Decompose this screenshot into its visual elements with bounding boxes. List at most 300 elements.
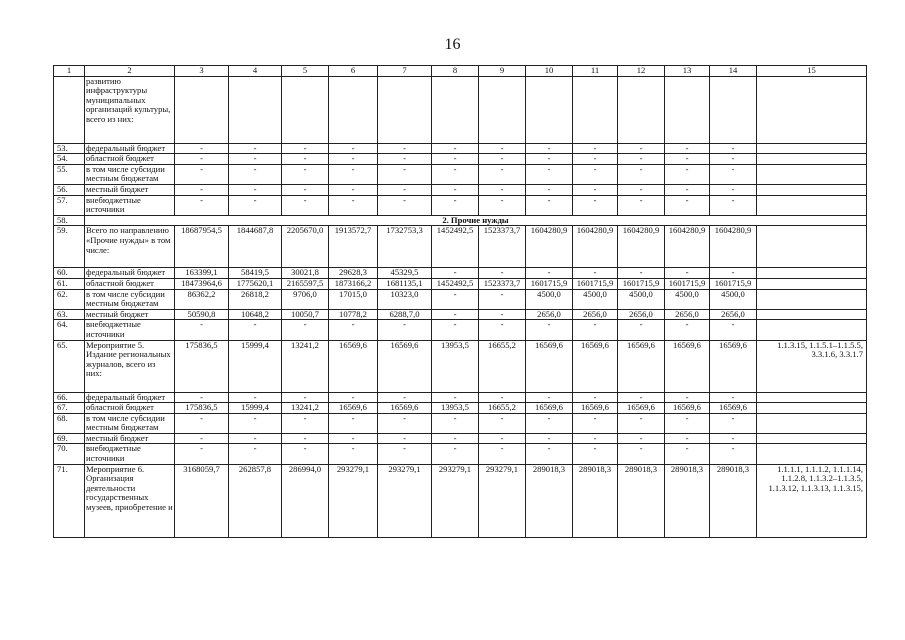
value-cell: 2656,0 <box>710 309 757 320</box>
value-cell: 16569,6 <box>329 403 378 414</box>
column-header: 10 <box>526 66 573 77</box>
value-cell: - <box>665 433 710 444</box>
value-cell: - <box>710 320 757 340</box>
value-cell: 1775620,1 <box>229 278 282 289</box>
value-cell: - <box>479 309 526 320</box>
table-row <box>54 164 867 184</box>
value-cell: - <box>526 154 573 165</box>
value-cell: - <box>282 164 329 184</box>
row-label: областной бюджет <box>85 403 175 414</box>
value-cell: - <box>618 268 665 279</box>
column-header: 9 <box>479 66 526 77</box>
row-number: 60. <box>54 268 85 279</box>
value-cell: - <box>573 154 618 165</box>
column-header: 1 <box>54 66 85 77</box>
value-cell: 293279,1 <box>432 464 479 537</box>
value-cell: 1604280,9 <box>665 226 710 268</box>
value-cell <box>618 76 665 143</box>
value-cell: - <box>710 444 757 464</box>
value-cell: 10050,7 <box>282 309 329 320</box>
value-cell: 1873166,2 <box>329 278 378 289</box>
value-cell: - <box>229 164 282 184</box>
value-cell: 175836,5 <box>175 340 229 392</box>
reference-cell <box>757 392 867 403</box>
column-header: 15 <box>757 66 867 77</box>
value-cell: 16569,6 <box>526 403 573 414</box>
value-cell: - <box>479 195 526 215</box>
value-cell: - <box>479 433 526 444</box>
value-cell: 1452492,5 <box>432 278 479 289</box>
value-cell: - <box>573 433 618 444</box>
row-label: местный бюджет <box>85 184 175 195</box>
value-cell: - <box>479 268 526 279</box>
value-cell: - <box>432 164 479 184</box>
value-cell: 1601715,9 <box>665 278 710 289</box>
value-cell: - <box>618 320 665 340</box>
value-cell: - <box>282 413 329 433</box>
value-cell: - <box>479 413 526 433</box>
row-number: 55. <box>54 164 85 184</box>
value-cell: 4500,0 <box>665 289 710 309</box>
value-cell: - <box>432 320 479 340</box>
value-cell: 4500,0 <box>618 289 665 309</box>
row-number: 62. <box>54 289 85 309</box>
row-number: 61. <box>54 278 85 289</box>
row-label: внебюджетные источники <box>85 444 175 464</box>
table-row <box>54 143 867 154</box>
value-cell: 16569,6 <box>710 340 757 392</box>
reference-cell: 1.1.3.15, 1.1.5.1–1.1.5.5, 3.3.1.6, 3.3.1.7 <box>757 340 867 392</box>
value-cell: - <box>710 164 757 184</box>
value-cell: 16569,6 <box>573 403 618 414</box>
value-cell: - <box>329 444 378 464</box>
table-row <box>54 309 867 320</box>
value-cell: 16569,6 <box>378 340 432 392</box>
table-row <box>54 289 867 309</box>
value-cell: - <box>432 154 479 165</box>
value-cell: 15999,4 <box>229 403 282 414</box>
row-number: 71. <box>54 464 85 537</box>
value-cell: 16569,6 <box>710 403 757 414</box>
value-cell: - <box>526 143 573 154</box>
table-row <box>54 226 867 268</box>
value-cell: - <box>710 433 757 444</box>
value-cell: 1601715,9 <box>710 278 757 289</box>
value-cell: - <box>432 289 479 309</box>
value-cell: - <box>479 444 526 464</box>
value-cell: - <box>479 154 526 165</box>
value-cell: 2656,0 <box>618 309 665 320</box>
value-cell: - <box>710 392 757 403</box>
value-cell: 4500,0 <box>573 289 618 309</box>
value-cell <box>665 76 710 143</box>
value-cell: 45329,5 <box>378 268 432 279</box>
value-cell: - <box>282 433 329 444</box>
page-number: 16 <box>444 36 461 53</box>
row-number: 68. <box>54 413 85 433</box>
value-cell: - <box>329 154 378 165</box>
row-label: развитию инфраструктуры муниципальных организаций культуры, всего из них: <box>85 76 175 143</box>
value-cell: 29628,3 <box>329 268 378 279</box>
value-cell: - <box>479 392 526 403</box>
value-cell: - <box>329 413 378 433</box>
value-cell: - <box>282 444 329 464</box>
value-cell: - <box>432 268 479 279</box>
value-cell: 16655,2 <box>479 340 526 392</box>
row-label: Мероприятие 5. Издание региональных журналов, всего из них: <box>85 340 175 392</box>
value-cell: - <box>665 184 710 195</box>
row-number: 57. <box>54 195 85 215</box>
table-row <box>54 195 867 215</box>
table-row <box>54 320 867 340</box>
value-cell: - <box>378 444 432 464</box>
value-cell: - <box>526 164 573 184</box>
value-cell: - <box>710 413 757 433</box>
table-row <box>54 76 867 143</box>
value-cell: - <box>432 309 479 320</box>
value-cell: - <box>618 392 665 403</box>
reference-cell <box>757 268 867 279</box>
value-cell: 175836,5 <box>175 403 229 414</box>
table-row <box>54 433 867 444</box>
value-cell: 1523373,7 <box>479 278 526 289</box>
value-cell: - <box>526 320 573 340</box>
value-cell: - <box>432 413 479 433</box>
value-cell: 16569,6 <box>665 340 710 392</box>
value-cell: - <box>282 184 329 195</box>
row-label: федеральный бюджет <box>85 392 175 403</box>
reference-cell <box>757 444 867 464</box>
value-cell: - <box>573 413 618 433</box>
value-cell: - <box>526 413 573 433</box>
row-number: 65. <box>54 340 85 392</box>
value-cell: - <box>378 154 432 165</box>
value-cell: - <box>229 195 282 215</box>
value-cell: - <box>378 164 432 184</box>
value-cell: 262857,8 <box>229 464 282 537</box>
value-cell: 289018,3 <box>710 464 757 537</box>
value-cell: - <box>432 195 479 215</box>
value-cell: - <box>175 413 229 433</box>
reference-cell <box>757 320 867 340</box>
value-cell: 1844687,8 <box>229 226 282 268</box>
value-cell: - <box>526 392 573 403</box>
value-cell: 18687954,5 <box>175 226 229 268</box>
value-cell: - <box>665 444 710 464</box>
value-cell: - <box>618 143 665 154</box>
value-cell: - <box>378 195 432 215</box>
value-cell: - <box>378 413 432 433</box>
value-cell: - <box>526 195 573 215</box>
value-cell: - <box>282 143 329 154</box>
value-cell: 17015,0 <box>329 289 378 309</box>
value-cell: 16569,6 <box>665 403 710 414</box>
value-cell: 289018,3 <box>573 464 618 537</box>
value-cell: - <box>479 320 526 340</box>
table-row <box>54 184 867 195</box>
value-cell: 16569,6 <box>329 340 378 392</box>
value-cell: - <box>618 164 665 184</box>
value-cell: 26818,2 <box>229 289 282 309</box>
value-cell: 286994,0 <box>282 464 329 537</box>
value-cell: 16569,6 <box>618 340 665 392</box>
reference-cell <box>757 289 867 309</box>
value-cell: 13241,2 <box>282 340 329 392</box>
value-cell: - <box>665 320 710 340</box>
value-cell: 1604280,9 <box>618 226 665 268</box>
value-cell: 1604280,9 <box>526 226 573 268</box>
table-row <box>54 444 867 464</box>
table-row <box>54 340 867 392</box>
budget-table <box>53 65 867 538</box>
value-cell: - <box>378 143 432 154</box>
value-cell: - <box>573 184 618 195</box>
value-cell: 58419,5 <box>229 268 282 279</box>
value-cell: - <box>229 413 282 433</box>
value-cell: 1681135,1 <box>378 278 432 289</box>
value-cell: - <box>479 143 526 154</box>
row-number: 58. <box>54 215 85 226</box>
value-cell: - <box>573 164 618 184</box>
value-cell <box>573 76 618 143</box>
value-cell: - <box>282 320 329 340</box>
reference-cell <box>757 143 867 154</box>
row-number: 54. <box>54 154 85 165</box>
value-cell: - <box>329 392 378 403</box>
value-cell: 13241,2 <box>282 403 329 414</box>
value-cell: - <box>573 444 618 464</box>
value-cell: 50590,8 <box>175 309 229 320</box>
value-cell: - <box>229 444 282 464</box>
value-cell: 293279,1 <box>479 464 526 537</box>
value-cell: - <box>378 433 432 444</box>
value-cell: 16569,6 <box>526 340 573 392</box>
table-row <box>54 403 867 414</box>
value-cell: 289018,3 <box>665 464 710 537</box>
value-cell: 16569,6 <box>618 403 665 414</box>
value-cell: - <box>329 320 378 340</box>
column-header: 13 <box>665 66 710 77</box>
value-cell: 1601715,9 <box>573 278 618 289</box>
row-number: 64. <box>54 320 85 340</box>
row-label: в том числе субсидии местным бюджетам <box>85 289 175 309</box>
row-number: 67. <box>54 403 85 414</box>
column-header: 11 <box>573 66 618 77</box>
value-cell <box>526 76 573 143</box>
value-cell: 2656,0 <box>665 309 710 320</box>
value-cell: - <box>665 195 710 215</box>
table-row <box>54 464 867 537</box>
value-cell: 13953,5 <box>432 340 479 392</box>
value-cell: - <box>665 164 710 184</box>
reference-cell <box>757 184 867 195</box>
value-cell: - <box>282 195 329 215</box>
value-cell: - <box>229 143 282 154</box>
value-cell <box>175 76 229 143</box>
value-cell: - <box>175 184 229 195</box>
value-cell: 293279,1 <box>329 464 378 537</box>
row-number: 63. <box>54 309 85 320</box>
value-cell: - <box>229 392 282 403</box>
value-cell: 10778,2 <box>329 309 378 320</box>
column-header: 2 <box>85 66 175 77</box>
value-cell <box>710 76 757 143</box>
value-cell: 2656,0 <box>526 309 573 320</box>
value-cell: 2165597,5 <box>282 278 329 289</box>
value-cell: - <box>432 184 479 195</box>
reference-cell <box>757 433 867 444</box>
value-cell: - <box>432 143 479 154</box>
reference-cell <box>757 195 867 215</box>
value-cell: - <box>710 268 757 279</box>
value-cell: - <box>665 268 710 279</box>
reference-cell <box>757 164 867 184</box>
value-cell: 9706,0 <box>282 289 329 309</box>
value-cell: 13953,5 <box>432 403 479 414</box>
value-cell: - <box>229 184 282 195</box>
value-cell: 1913572,7 <box>329 226 378 268</box>
value-cell: - <box>432 392 479 403</box>
row-number: 53. <box>54 143 85 154</box>
value-cell: - <box>229 433 282 444</box>
reference-cell <box>757 154 867 165</box>
value-cell: - <box>378 184 432 195</box>
table-row <box>54 278 867 289</box>
value-cell: 3168059,7 <box>175 464 229 537</box>
value-cell: 293279,1 <box>378 464 432 537</box>
row-label: местный бюджет <box>85 309 175 320</box>
column-header: 14 <box>710 66 757 77</box>
value-cell <box>329 76 378 143</box>
value-cell: 6288,7,0 <box>378 309 432 320</box>
row-number: 69. <box>54 433 85 444</box>
value-cell: - <box>526 268 573 279</box>
value-cell: - <box>618 154 665 165</box>
value-cell: - <box>175 433 229 444</box>
value-cell: - <box>618 195 665 215</box>
value-cell: - <box>329 164 378 184</box>
value-cell: - <box>432 444 479 464</box>
value-cell: - <box>618 433 665 444</box>
column-header: 6 <box>329 66 378 77</box>
value-cell: - <box>175 392 229 403</box>
column-header: 5 <box>282 66 329 77</box>
value-cell: - <box>229 320 282 340</box>
value-cell: 2205670,0 <box>282 226 329 268</box>
value-cell: 289018,3 <box>618 464 665 537</box>
value-cell: - <box>329 143 378 154</box>
row-label: областной бюджет <box>85 278 175 289</box>
row-label: в том числе субсидии местным бюджетам <box>85 413 175 433</box>
value-cell: 30021,8 <box>282 268 329 279</box>
value-cell: - <box>329 195 378 215</box>
value-cell: - <box>526 184 573 195</box>
value-cell: - <box>175 195 229 215</box>
table-row <box>54 268 867 279</box>
value-cell: - <box>618 444 665 464</box>
value-cell: - <box>329 184 378 195</box>
value-cell: - <box>378 392 432 403</box>
value-cell: 1452492,5 <box>432 226 479 268</box>
value-cell: 10323,0 <box>378 289 432 309</box>
value-cell: 1732753,3 <box>378 226 432 268</box>
value-cell: - <box>175 154 229 165</box>
value-cell: - <box>479 164 526 184</box>
row-label: федеральный бюджет <box>85 143 175 154</box>
section-title: 2. Прочие нужды <box>85 215 867 226</box>
value-cell <box>479 76 526 143</box>
reference-cell <box>757 413 867 433</box>
value-cell: - <box>282 154 329 165</box>
value-cell: 1523373,7 <box>479 226 526 268</box>
table-row <box>54 154 867 165</box>
value-cell: - <box>526 433 573 444</box>
row-label: местный бюджет <box>85 433 175 444</box>
value-cell: - <box>665 143 710 154</box>
row-number <box>54 76 85 143</box>
value-cell: - <box>618 184 665 195</box>
reference-cell <box>757 278 867 289</box>
row-label: Всего по направлению «Прочие нужды» в том числе: <box>85 226 175 268</box>
value-cell: - <box>378 320 432 340</box>
value-cell: - <box>282 392 329 403</box>
value-cell: - <box>479 184 526 195</box>
value-cell: - <box>618 413 665 433</box>
value-cell: 16569,6 <box>573 340 618 392</box>
row-label: Мероприятие 6. Организация деятельности государственных музеев, приобретение и <box>85 464 175 537</box>
column-header: 12 <box>618 66 665 77</box>
row-label: в том числе субсидии местным бюджетам <box>85 164 175 184</box>
row-label: федеральный бюджет <box>85 268 175 279</box>
value-cell: 1601715,9 <box>526 278 573 289</box>
row-number: 70. <box>54 444 85 464</box>
value-cell: - <box>573 268 618 279</box>
value-cell <box>229 76 282 143</box>
value-cell: 1604280,9 <box>710 226 757 268</box>
value-cell: - <box>665 392 710 403</box>
row-label: внебюджетные источники <box>85 320 175 340</box>
row-label: областной бюджет <box>85 154 175 165</box>
column-header: 7 <box>378 66 432 77</box>
value-cell: - <box>175 164 229 184</box>
value-cell: - <box>229 154 282 165</box>
value-cell: - <box>432 433 479 444</box>
value-cell: 4500,0 <box>710 289 757 309</box>
value-cell: 163399,1 <box>175 268 229 279</box>
value-cell: 2656,0 <box>573 309 618 320</box>
value-cell: - <box>479 289 526 309</box>
value-cell: - <box>573 320 618 340</box>
value-cell: 1604280,9 <box>573 226 618 268</box>
value-cell: 18473964,6 <box>175 278 229 289</box>
value-cell: 16569,6 <box>378 403 432 414</box>
reference-cell <box>757 226 867 268</box>
value-cell: 10648,2 <box>229 309 282 320</box>
value-cell <box>282 76 329 143</box>
value-cell: - <box>175 320 229 340</box>
column-header: 8 <box>432 66 479 77</box>
value-cell: - <box>175 444 229 464</box>
value-cell: - <box>526 444 573 464</box>
value-cell: - <box>573 143 618 154</box>
value-cell: - <box>710 154 757 165</box>
reference-cell: 1.1.1.1, 1.1.1.2, 1.1.1.14, 1.1.2.8, 1.1.3.2–1.1.3.5, 1.1.3.12, 1.1.3.13, 1.1.3.15, <box>757 464 867 537</box>
value-cell: 86362,2 <box>175 289 229 309</box>
reference-cell <box>757 309 867 320</box>
value-cell: 4500,0 <box>526 289 573 309</box>
reference-cell <box>757 403 867 414</box>
table-header-row <box>54 66 867 77</box>
